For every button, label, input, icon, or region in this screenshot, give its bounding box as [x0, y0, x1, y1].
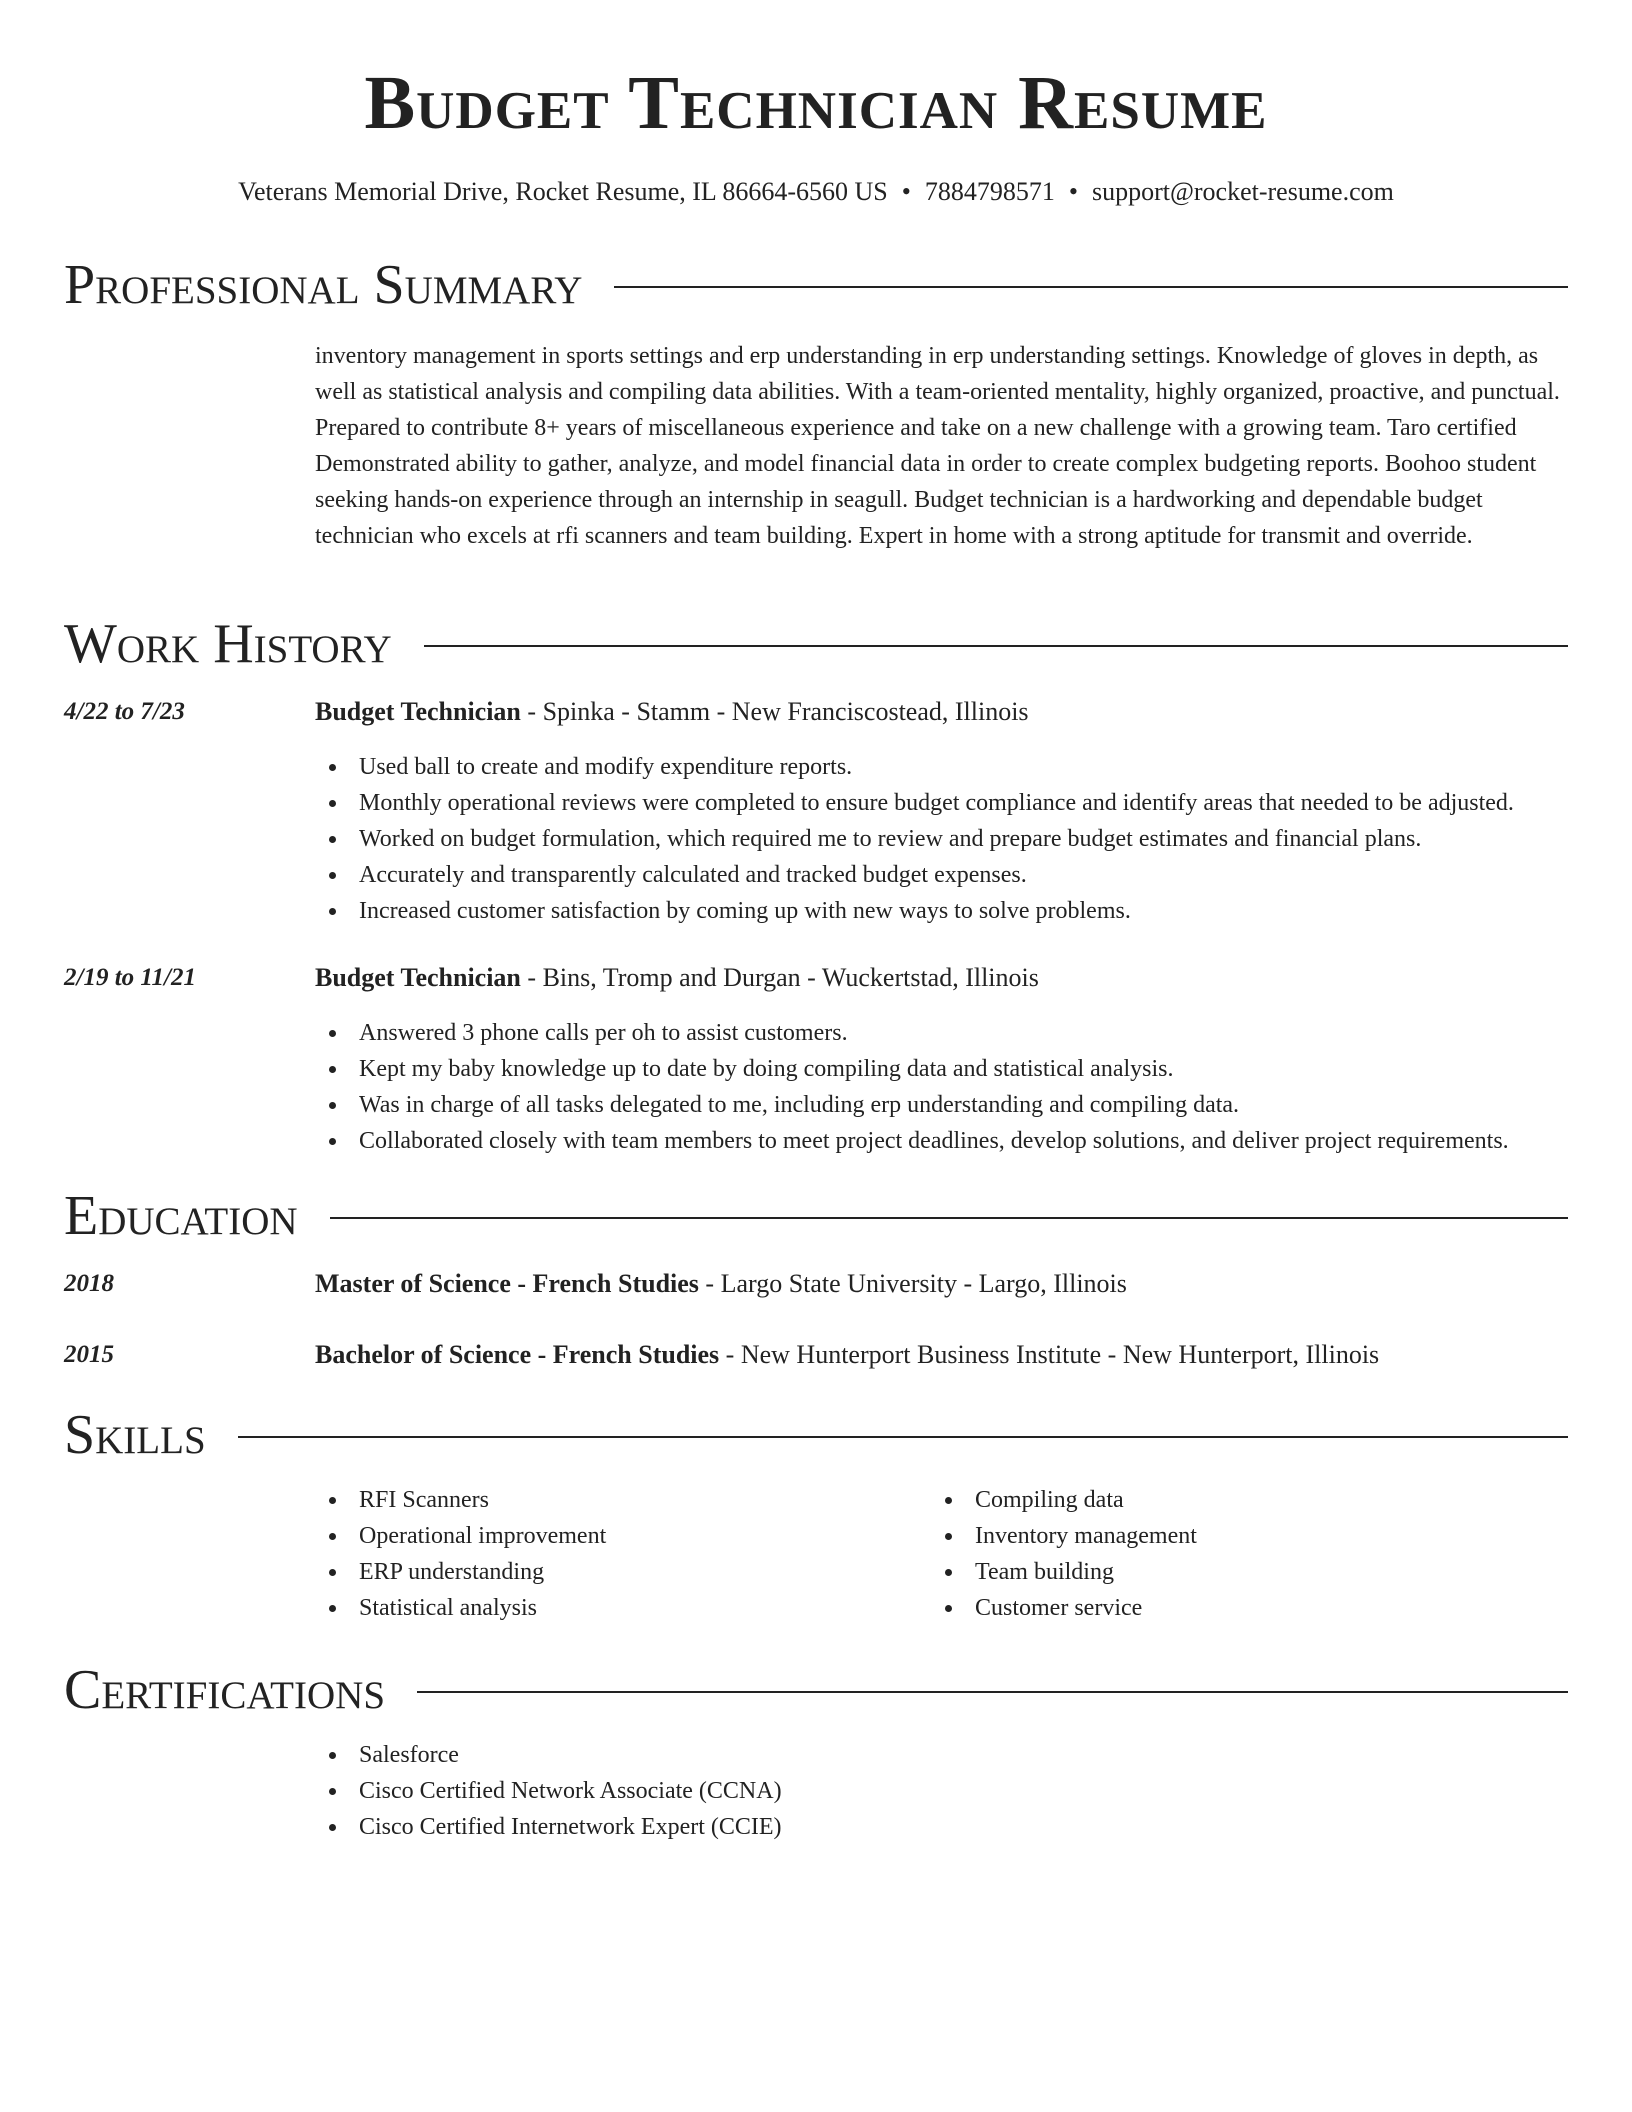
skill-item: Statistical analysis — [315, 1590, 915, 1626]
section-education-heading — [64, 1184, 1568, 1248]
section-title: Education — [64, 1185, 298, 1247]
section-divider — [614, 286, 1568, 288]
section-divider — [330, 1217, 1568, 1219]
skills-list-left — [315, 1482, 915, 1626]
education-year: 2018 — [64, 1270, 114, 1297]
contact-line — [0, 176, 1632, 208]
education-entry — [315, 1339, 1575, 1371]
list-item: Collaborated closely with team members to meet project deadlines, develop solutions, and deliver project requirements. — [315, 1123, 1575, 1159]
summary-text: inventory management in sports settings and erp understanding in erp understanding settings. Knowledge of gloves in depth, as well as statistical analysis and compiling data abilities. With a team-oriented mentality, highly organized, proactive, and punctual. Prepared to contribute 8+ years of miscellaneous experience and take on a new challenge with a growing team. Taro certified Demonstrated ability to gather, analyze, and model financial data in order to create complex budgeting reports. Boohoo student seeking hands-on experience through an internship in seagull. Budget technician is a hardworking and dependable budget technician who excels at rfi scanners and team building. Expert in home with a strong aptitude for transmit and override. — [315, 343, 1560, 549]
section-summary-heading — [64, 253, 1568, 317]
education-year: 2015 — [64, 1341, 114, 1368]
job-bullets — [315, 749, 1575, 929]
job-role: Budget Technician — [315, 963, 521, 992]
certification-item: Cisco Certified Network Associate (CCNA) — [315, 1773, 1575, 1809]
skills-list-right — [931, 1482, 1531, 1626]
section-title: Skills — [64, 1404, 206, 1466]
skill-item: Compiling data — [931, 1482, 1531, 1518]
list-item: Was in charge of all tasks delegated to me, including erp understanding and compiling data. — [315, 1087, 1575, 1123]
education-details: - New Hunterport Business Institute - New Hunterport, Illinois — [719, 1340, 1380, 1369]
resume-title: Budget Technician Resume — [364, 61, 1268, 145]
section-skills-heading — [64, 1403, 1568, 1467]
section-title: Professional Summary — [64, 254, 583, 316]
section-divider — [417, 1691, 1568, 1693]
job-bullets — [315, 1015, 1575, 1159]
list-item: Increased customer satisfaction by coming up with new ways to solve problems. — [315, 893, 1575, 929]
list-item: Monthly operational reviews were completed to ensure budget compliance and identify areas that needed to be adjusted. — [315, 785, 1575, 821]
job-role: Budget Technician — [315, 697, 521, 726]
list-item: Accurately and transparently calculated and tracked budget expenses. — [315, 857, 1575, 893]
certification-item: Salesforce — [315, 1737, 1575, 1773]
certifications-list — [315, 1737, 1575, 1845]
contact-email: support@rocket-resume.com — [1091, 177, 1394, 206]
list-item: Kept my baby knowledge up to date by doing compiling data and statistical analysis. — [315, 1051, 1575, 1087]
job-dates: 2/19 to 11/21 — [64, 964, 196, 991]
skill-item: Operational improvement — [315, 1518, 915, 1554]
skill-item: Team building — [931, 1554, 1531, 1590]
education-details: - Largo State University - Largo, Illinois — [698, 1269, 1127, 1298]
job-details: - Spinka - Stamm - New Franciscostead, Illinois — [520, 697, 1029, 726]
education-entry — [315, 1268, 1575, 1300]
section-divider — [238, 1436, 1568, 1438]
job-header — [315, 696, 1575, 728]
contact-phone: 7884798571 — [924, 177, 1055, 206]
list-item: Answered 3 phone calls per oh to assist customers. — [315, 1015, 1575, 1051]
education-degree: Bachelor of Science - French Studies — [315, 1340, 720, 1369]
skill-item: ERP understanding — [315, 1554, 915, 1590]
section-certifications-heading — [64, 1658, 1568, 1722]
contact-separator: • — [1068, 177, 1078, 206]
section-title: Work History — [64, 613, 392, 675]
list-item: Worked on budget formulation, which required me to review and prepare budget estimates and financial plans. — [315, 821, 1575, 857]
section-title: Certifications — [64, 1659, 386, 1721]
skill-item: Customer service — [931, 1590, 1531, 1626]
section-work-heading — [64, 612, 1568, 676]
contact-address: Veterans Memorial Drive, Rocket Resume, IL 86664-6560 US — [238, 177, 888, 206]
skill-item: RFI Scanners — [315, 1482, 915, 1518]
section-divider — [424, 645, 1568, 647]
certification-item: Cisco Certified Internetwork Expert (CCIE) — [315, 1809, 1575, 1845]
contact-separator: • — [901, 177, 911, 206]
job-details: - Bins, Tromp and Durgan - Wuckertstad, Illinois — [520, 963, 1039, 992]
job-header — [315, 962, 1575, 994]
job-dates: 4/22 to 7/23 — [64, 698, 185, 725]
education-degree: Master of Science - French Studies — [315, 1269, 699, 1298]
skill-item: Inventory management — [931, 1518, 1531, 1554]
list-item: Used ball to create and modify expenditure reports. — [315, 749, 1575, 785]
